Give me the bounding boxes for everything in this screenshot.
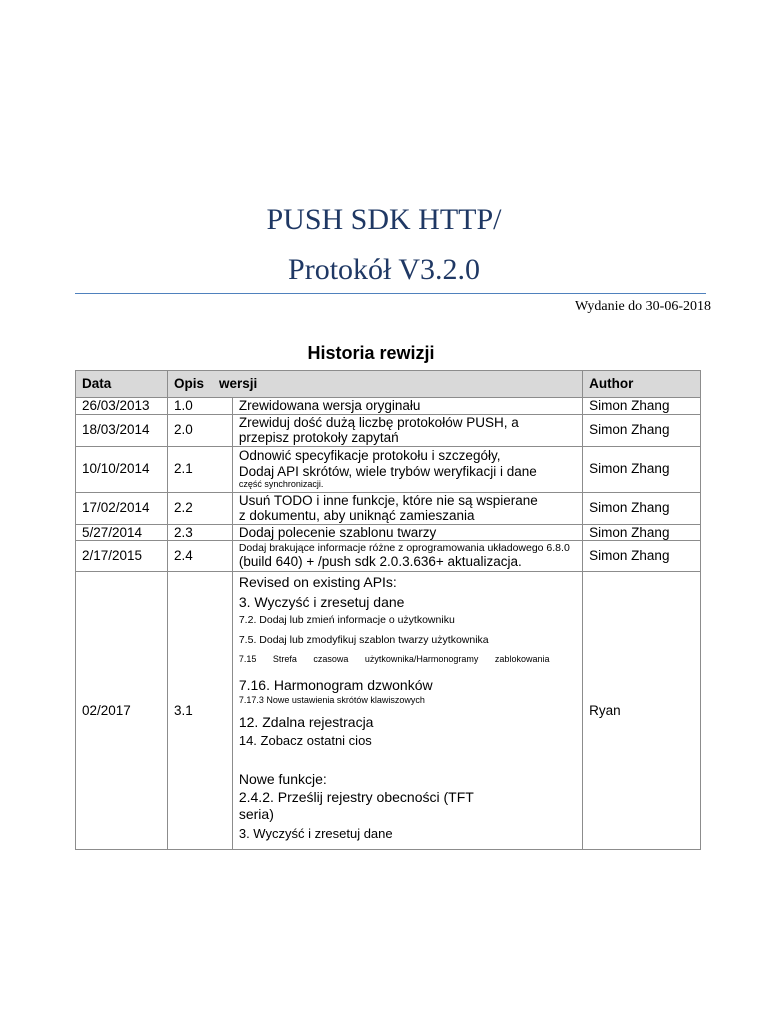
table-row [76,541,701,572]
table-row [76,414,701,446]
description-line: część synchronizacji. [238,479,324,490]
row-version: 2.2 [167,492,232,524]
row-description [232,446,582,492]
description-line: 12. Zdalna rejestracja [238,714,374,731]
revision-history-title: Historia rewizji [307,343,435,363]
document-title-line-1: PUSH SDK HTTP/ [266,203,502,236]
description-line: Dodaj brakujące informacje różne z oprogramowania układowego 6.8.0 [238,542,570,555]
row-description [232,414,582,446]
row-date: 26/03/2013 [76,398,168,415]
row-description [232,541,582,572]
row-date: 2/17/2015 [76,541,168,572]
row-date: 17/02/2014 [76,492,168,524]
description-line: Revised on existing APIs: [238,574,397,591]
row-author: Simon Zhang [583,492,701,524]
description-line: 3. Wyczyść i zresetuj dane [238,825,393,841]
row-author: Ryan [583,572,701,850]
description-line: Usuń TODO i inne funkcje, które nie są wspierane [238,492,538,508]
row-description [232,572,582,850]
column-header-author: Author [583,371,701,398]
row-date: 02/2017 [76,572,168,850]
description-line: Odnowić specyfikacje protokołu i szczegóły, [238,448,501,464]
description-line: Dodaj polecenie szablonu twarzy [238,524,437,540]
description-line: przepisz protokoły zapytań [238,430,399,446]
description-line: 3. Wyczyść i zresetuj dane [238,594,405,611]
row-version: 2.0 [167,414,232,446]
row-date: 18/03/2014 [76,414,168,446]
row-version: 3.1 [167,572,232,850]
description-line: Dodaj API skrótów, wiele trybów weryfikacji i dane [238,463,537,479]
column-header-description: Opis wersji [167,371,582,398]
row-author: Simon Zhang [583,398,701,415]
description-line: (build 640) + /push sdk 2.0.3.636+ aktualizacja. [238,554,522,570]
spacer [239,749,576,771]
row-author: Simon Zhang [583,541,701,572]
row-description [232,524,582,541]
edition-date: Wydanie do 30-06-2018 [574,299,711,314]
row-date: 5/27/2014 [76,524,168,541]
table-row [76,524,701,541]
row-description [232,492,582,524]
description-line: 7.2. Dodaj lub zmień informacje o użytkowniku [238,614,455,627]
table-row [76,492,701,524]
description-line: Nowe funkcje: [238,771,327,788]
row-description [232,398,582,415]
description-line: Zrewidowana wersja oryginału [238,398,421,413]
table-row [76,572,701,850]
row-version: 2.4 [167,541,232,572]
row-author: Simon Zhang [583,414,701,446]
description-line: Zrewiduj dość dużą liczbę protokołów PUSH, a [238,414,519,430]
title-divider [75,293,706,294]
revision-history-table [75,370,701,850]
row-author: Simon Zhang [583,524,701,541]
row-version: 2.1 [167,446,232,492]
description-line: 7.5. Dodaj lub zmodyfikuj szablon twarzy użytkownika [238,634,489,647]
description-line: 14. Zobacz ostatni cios [238,733,372,749]
table-row [76,446,701,492]
description-line: 7.15 Strefa czasowa użytkownika/Harmonogramy zablokowania [238,654,550,665]
row-version: 2.3 [167,524,232,541]
description-line: 7.16. Harmonogram dzwonków [238,676,433,693]
description-line: seria) [238,806,274,823]
row-date: 10/10/2014 [76,446,168,492]
row-author: Simon Zhang [583,446,701,492]
document-title-line-2: Protokół V3.2.0 [288,253,480,286]
description-line: z dokumentu, aby uniknąć zamieszania [238,508,475,524]
table-row [76,398,701,415]
column-header-date: Data [76,371,168,398]
description-line: 2.4.2. Prześlij rejestry obecności (TFT [238,789,474,806]
row-version: 1.0 [167,398,232,415]
table-header-row [76,371,701,398]
description-line: 7.17.3 Nowe ustawienia skrótów klawiszowych [238,694,425,705]
